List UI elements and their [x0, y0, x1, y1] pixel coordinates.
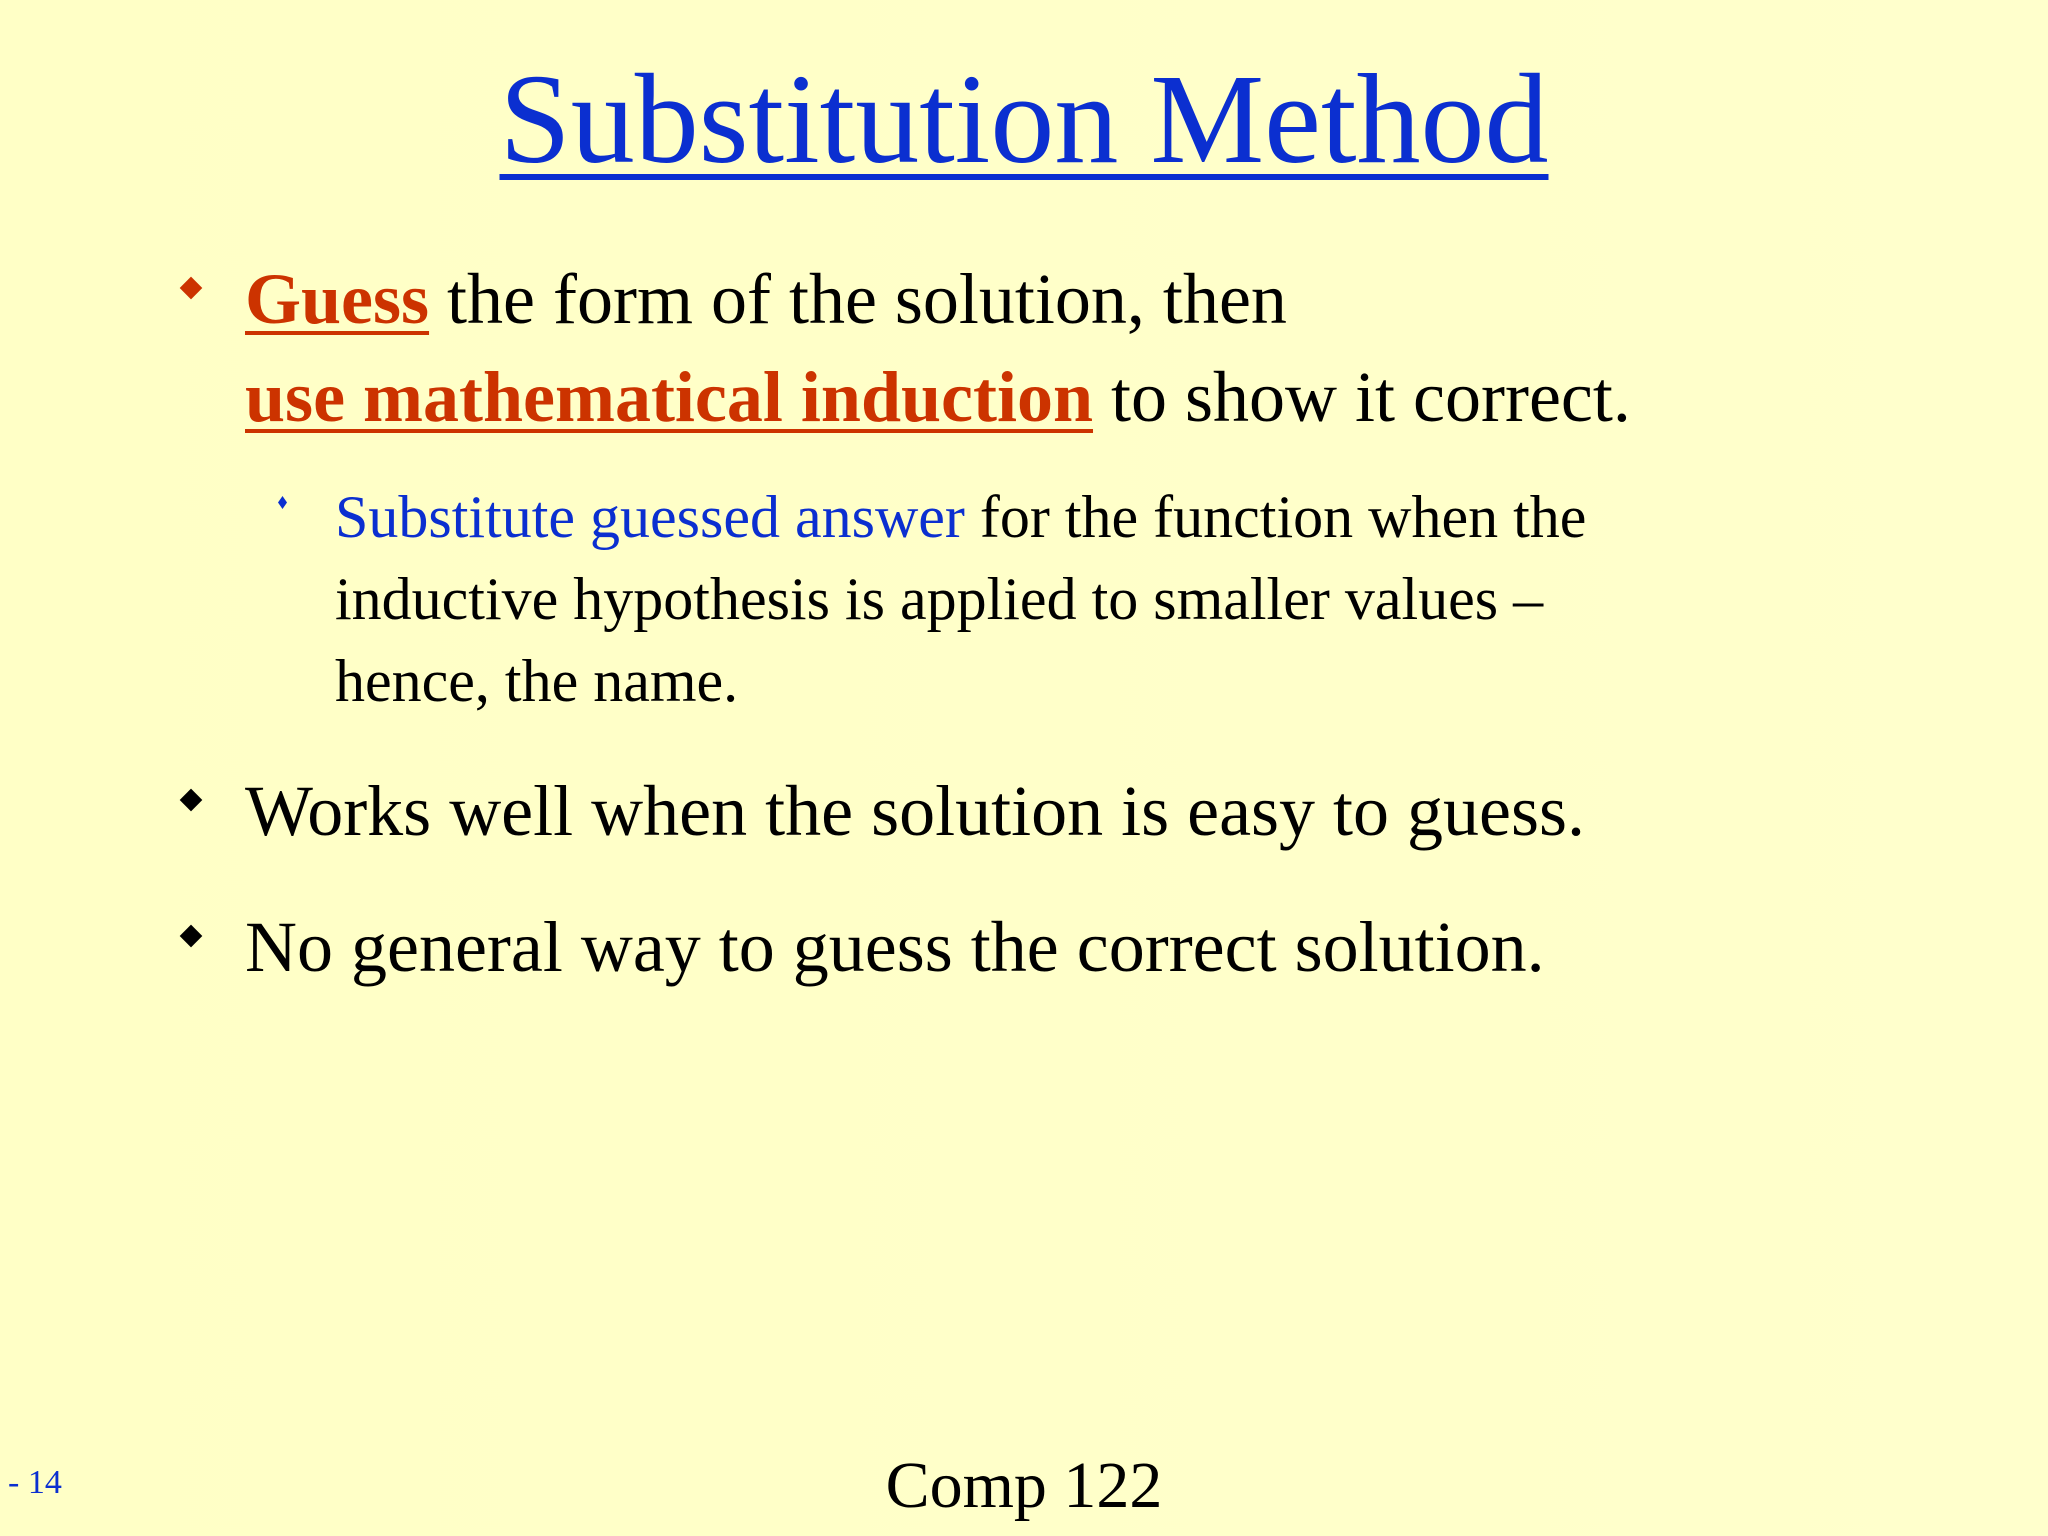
diamond-bullet-icon — [180, 789, 203, 812]
substitute-emphasis: Substitute guessed answer — [335, 484, 965, 550]
induction-emphasis: use mathematical induction — [245, 357, 1094, 437]
bullet-text: Works well when the solution is easy to guess. — [245, 771, 1586, 851]
bullet-line1-rest: the form of the solution, then — [429, 259, 1287, 339]
sub-bullet-line3: hence, the name. — [335, 648, 739, 714]
bullet-text-line1 — [245, 250, 1287, 348]
sub-bullet-line1 — [335, 476, 1586, 558]
footer-course: Comp 122 — [885, 1449, 1163, 1522]
page-number: - 14 — [8, 1464, 62, 1501]
small-diamond-bullet-icon — [278, 496, 287, 509]
bullet-text: No general way to guess the correct solution. — [245, 907, 1545, 987]
diamond-bullet-icon — [180, 925, 203, 948]
slide-title: Substitution Method — [499, 48, 1549, 190]
sub-bullet-line2: inductive hypothesis is applied to smaller values – — [335, 566, 1544, 632]
bullet-line2-rest: to show it correct. — [1093, 357, 1631, 437]
guess-emphasis: Guess — [245, 259, 430, 339]
sub-bullet-line1-rest: for the function when the — [964, 484, 1587, 550]
diamond-bullet-icon — [180, 277, 203, 300]
bullet-text-line2 — [245, 348, 1631, 446]
